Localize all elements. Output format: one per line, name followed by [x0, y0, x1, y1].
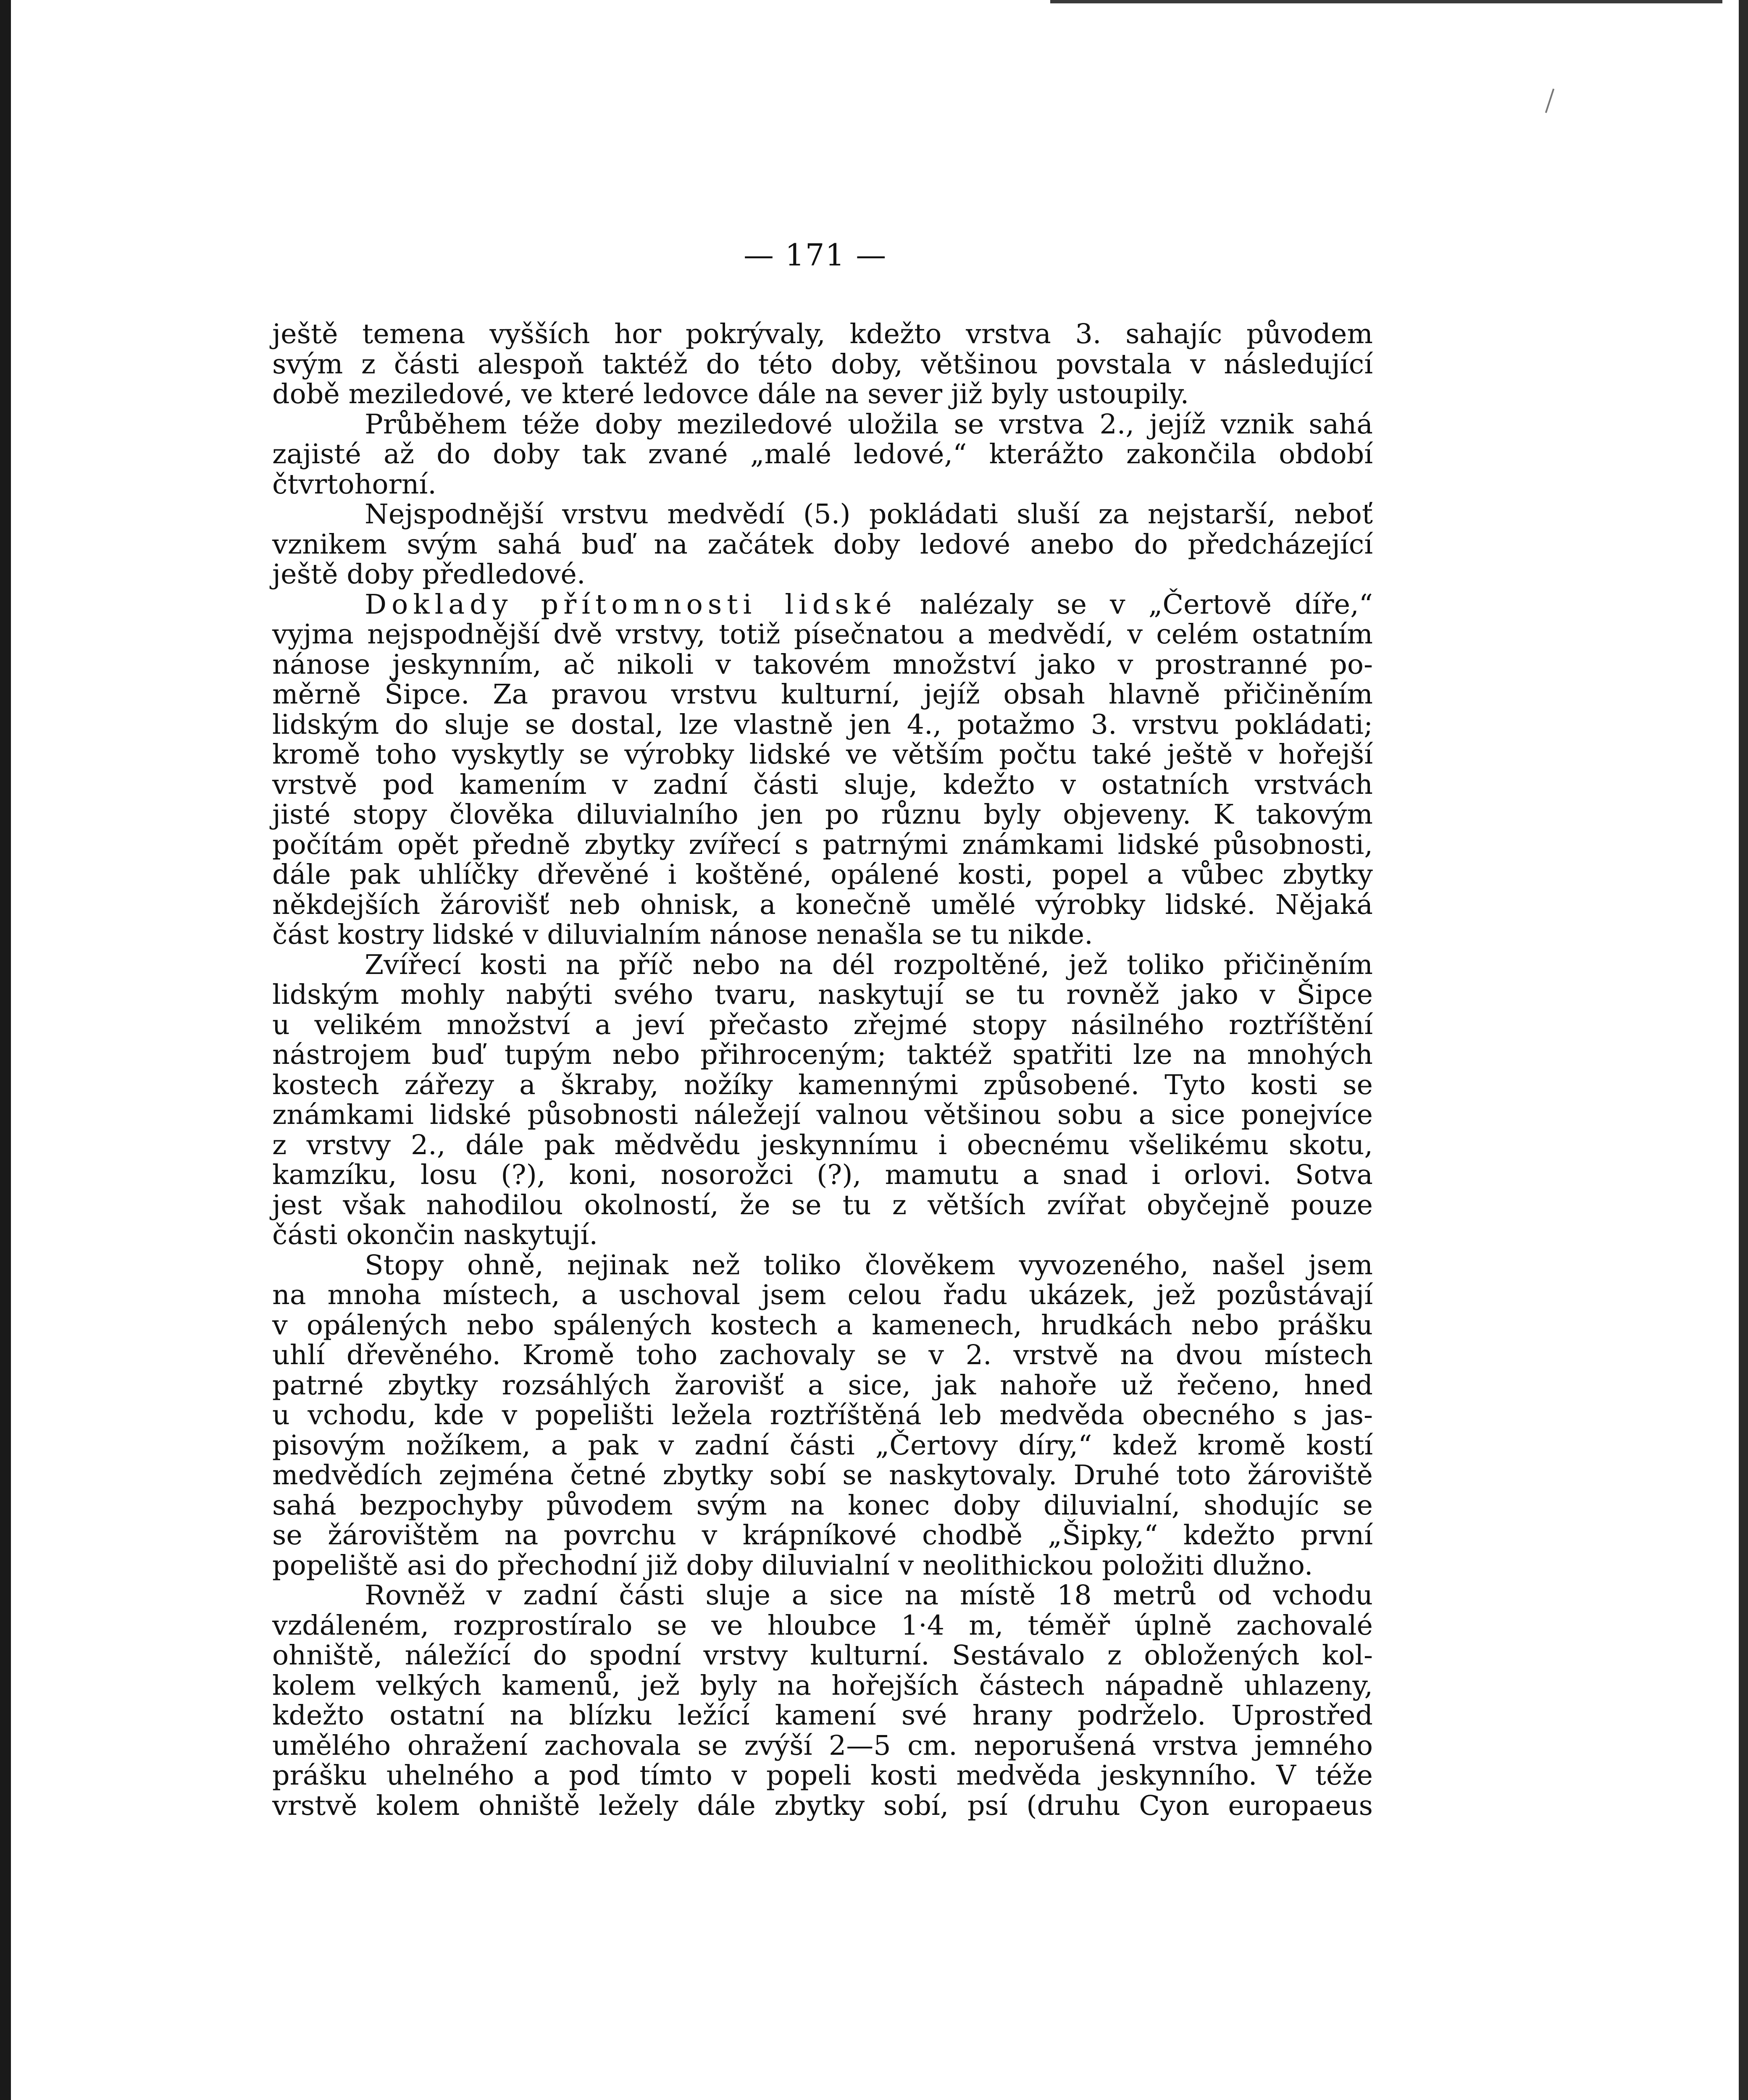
text-line: kostech zářezy a škraby, nožíky kamennými způsobené. Tyto kosti se	[272, 1069, 1373, 1101]
text-line: na mnoha místech, a uschoval jsem celou řadu ukázek, jež pozůstávají	[272, 1279, 1373, 1311]
scan-edge-top	[1050, 0, 1722, 3]
text-line: lidským do sluje se dostal, lze vlastně jen 4., potažmo 3. vrstvu pokládati;	[272, 709, 1373, 740]
pencil-mark	[1545, 89, 1554, 113]
text-line: měrně Šipce. Za pravou vrstvu kulturní, jejíž obsah hlavně přičiněním	[272, 679, 1373, 710]
text-line: jest však nahodilou okolností, že se tu z větších zvířat obyčejně pouze	[272, 1189, 1373, 1221]
paragraph-5	[272, 950, 1373, 1250]
body-text	[272, 319, 1373, 1821]
text-line: medvědích zejména četné zbytky sobí se naskytovaly. Druhé toto žároviště	[272, 1460, 1373, 1491]
text-line: Stopy ohně, nejinak než toliko člověkem vyvozeného, našel jsem	[365, 1249, 1373, 1281]
text-line: čtvrtohorní.	[272, 468, 436, 500]
paragraph-7	[272, 1580, 1373, 1821]
text-line: nástrojem buď tupým nebo přihroceným; taktéž spatřiti lze na mnohých	[272, 1039, 1373, 1071]
text-line: se žárovištěm na povrchu v krápníkové chodbě „Šipky,“ kdežto první	[272, 1520, 1373, 1551]
text-line: pisovým nožíkem, a pak v zadní části „Čertovy díry,“ kdež kromě kostí	[272, 1429, 1373, 1461]
paragraph-3	[272, 499, 1373, 590]
text-line: u vchodu, kde v popelišti ležela roztříštěná leb medvěda obecného s jas-	[272, 1399, 1373, 1431]
text-line-rest: nalézaly se v „Čertově díře,“	[896, 588, 1373, 620]
text-line: vznikem svým sahá buď na začátek doby ledové anebo do předcházející	[272, 528, 1373, 560]
text-line: lidským mohly nabýti svého tvaru, naskytují se tu rovněž jako v Šipce	[272, 979, 1373, 1011]
text-line: u velikém množství a jeví přečasto zřejmé stopy násilného roztříštění	[272, 1009, 1373, 1041]
text-line: kromě toho vyskytly se výrobky lidské ve větším počtu také ještě v hořejší	[272, 739, 1373, 770]
text-line: prášku uhelného a pod tímto v popeli kosti medvěda jeskynního. V téže	[272, 1760, 1373, 1791]
text-line: ještě temena vyšších hor pokrývaly, kdežto vrstva 3. sahajíc původem	[272, 318, 1373, 350]
text-line: z vrstvy 2., dále pak mědvědu jeskynnímu i obecnému všelikému skotu,	[272, 1129, 1373, 1161]
text-line: v opálených nebo spálených kostech a kamenech, hrudkách nebo prášku	[272, 1309, 1373, 1341]
scan-edge-right	[1739, 0, 1748, 2100]
text-line: ještě doby předledové.	[272, 559, 586, 590]
text-line: popeliště asi do přechodní již doby diluvialní v neolithickou položiti dlužno.	[272, 1549, 1313, 1581]
paragraph-1	[272, 319, 1373, 410]
text-line: patrné zbytky rozsáhlých žarovišť a sice, jak nahoře už řečeno, hned	[272, 1369, 1373, 1401]
text-line: Nejspodnější vrstvu medvědí (5.) pokládati sluší za nejstarší, neboť	[365, 499, 1373, 530]
text-line: počítám opět předně zbytky zvířecí s patrnými známkami lidské působnosti,	[272, 829, 1373, 861]
text-line: ohniště, náležící do spodní vrstvy kulturní. Sestávalo z obložených kol-	[272, 1640, 1373, 1671]
text-line: nánose jeskynním, ač nikoli v takovém množství jako v prostranné po-	[272, 648, 1373, 680]
text-line: vzdáleném, rozprostíralo se ve hloubce 1·4 m, téměř úplně zachovalé	[272, 1609, 1373, 1641]
paragraph-6	[272, 1250, 1373, 1581]
paragraph-4	[272, 590, 1373, 950]
text-line: umělého ohražení zachovala se zvýší 2—5 cm. neporušená vrstva jemného	[272, 1730, 1373, 1761]
text-line: zajisté až do doby tak zvané „malé ledové,“ kterážto zakončila období	[272, 438, 1373, 470]
text-line: kamzíku, losu (?), koni, nosorožci (?), mamutu a snad i orlovi. Sotva	[272, 1159, 1373, 1191]
text-line: kolem velkých kamenů, jež byly na hořejších částech nápadně uhlazeny,	[272, 1670, 1373, 1701]
text-line: sahá bezpochyby původem svým na konec doby diluvialní, shodujíc se	[272, 1489, 1373, 1521]
text-line: dále pak uhlíčky dřevěné i koštěné, opálené kosti, popel a vůbec zbytky	[272, 859, 1373, 890]
text-line: známkami lidské působnosti náležejí valnou většinou sobu a sice ponejvíce	[272, 1099, 1373, 1131]
text-line: někdejších žárovišť neb ohnisk, a konečně umělé výrobky lidské. Nějaká	[272, 889, 1373, 921]
text-line: uhlí dřevěného. Kromě toho zachovaly se v 2. vrstvě na dvou místech	[272, 1339, 1373, 1371]
paragraph-2	[272, 410, 1373, 500]
scan-edge-left	[0, 0, 11, 2100]
text-line: část kostry lidské v diluvialním nánose nenašla se tu nikde.	[272, 919, 1093, 950]
page-number: — 171 —	[744, 237, 887, 273]
text-line: vrstvě kolem ohniště ležely dále zbytky sobí, psí (druhu Cyon europaeus	[272, 1790, 1373, 1822]
spaced-emphasis: Doklady přítomnosti lidské	[365, 588, 897, 620]
text-line: Zvířecí kosti na příč nebo na dél rozpoltěné, jež toliko přičiněním	[365, 949, 1373, 981]
text-line: části okončin naskytují.	[272, 1219, 598, 1251]
text-line: Průběhem téže doby meziledové uložila se vrstva 2., jejíž vznik sahá	[365, 408, 1373, 440]
text-line: jisté stopy člověka diluvialního jen po různu byly objeveny. K takovým	[272, 799, 1373, 830]
text-line	[272, 590, 1373, 620]
text-line: Rovněž v zadní části sluje a sice na místě 18 metrů od vchodu	[365, 1580, 1373, 1611]
text-line: době meziledové, ve které ledovce dále na sever již byly ustoupily.	[272, 378, 1189, 410]
text-line: vrstvě pod kamením v zadní části sluje, kdežto v ostatních vrstvách	[272, 769, 1373, 801]
text-line: vyjma nejspodnější dvě vrstvy, totiž písečnatou a medvědí, v celém ostatním	[272, 619, 1373, 650]
text-line: svým z části alespoň taktéž do této doby, většinou povstala v následující	[272, 348, 1373, 380]
text-line: kdežto ostatní na blízku ležící kamení své hrany podrželo. Uprostřed	[272, 1700, 1373, 1731]
